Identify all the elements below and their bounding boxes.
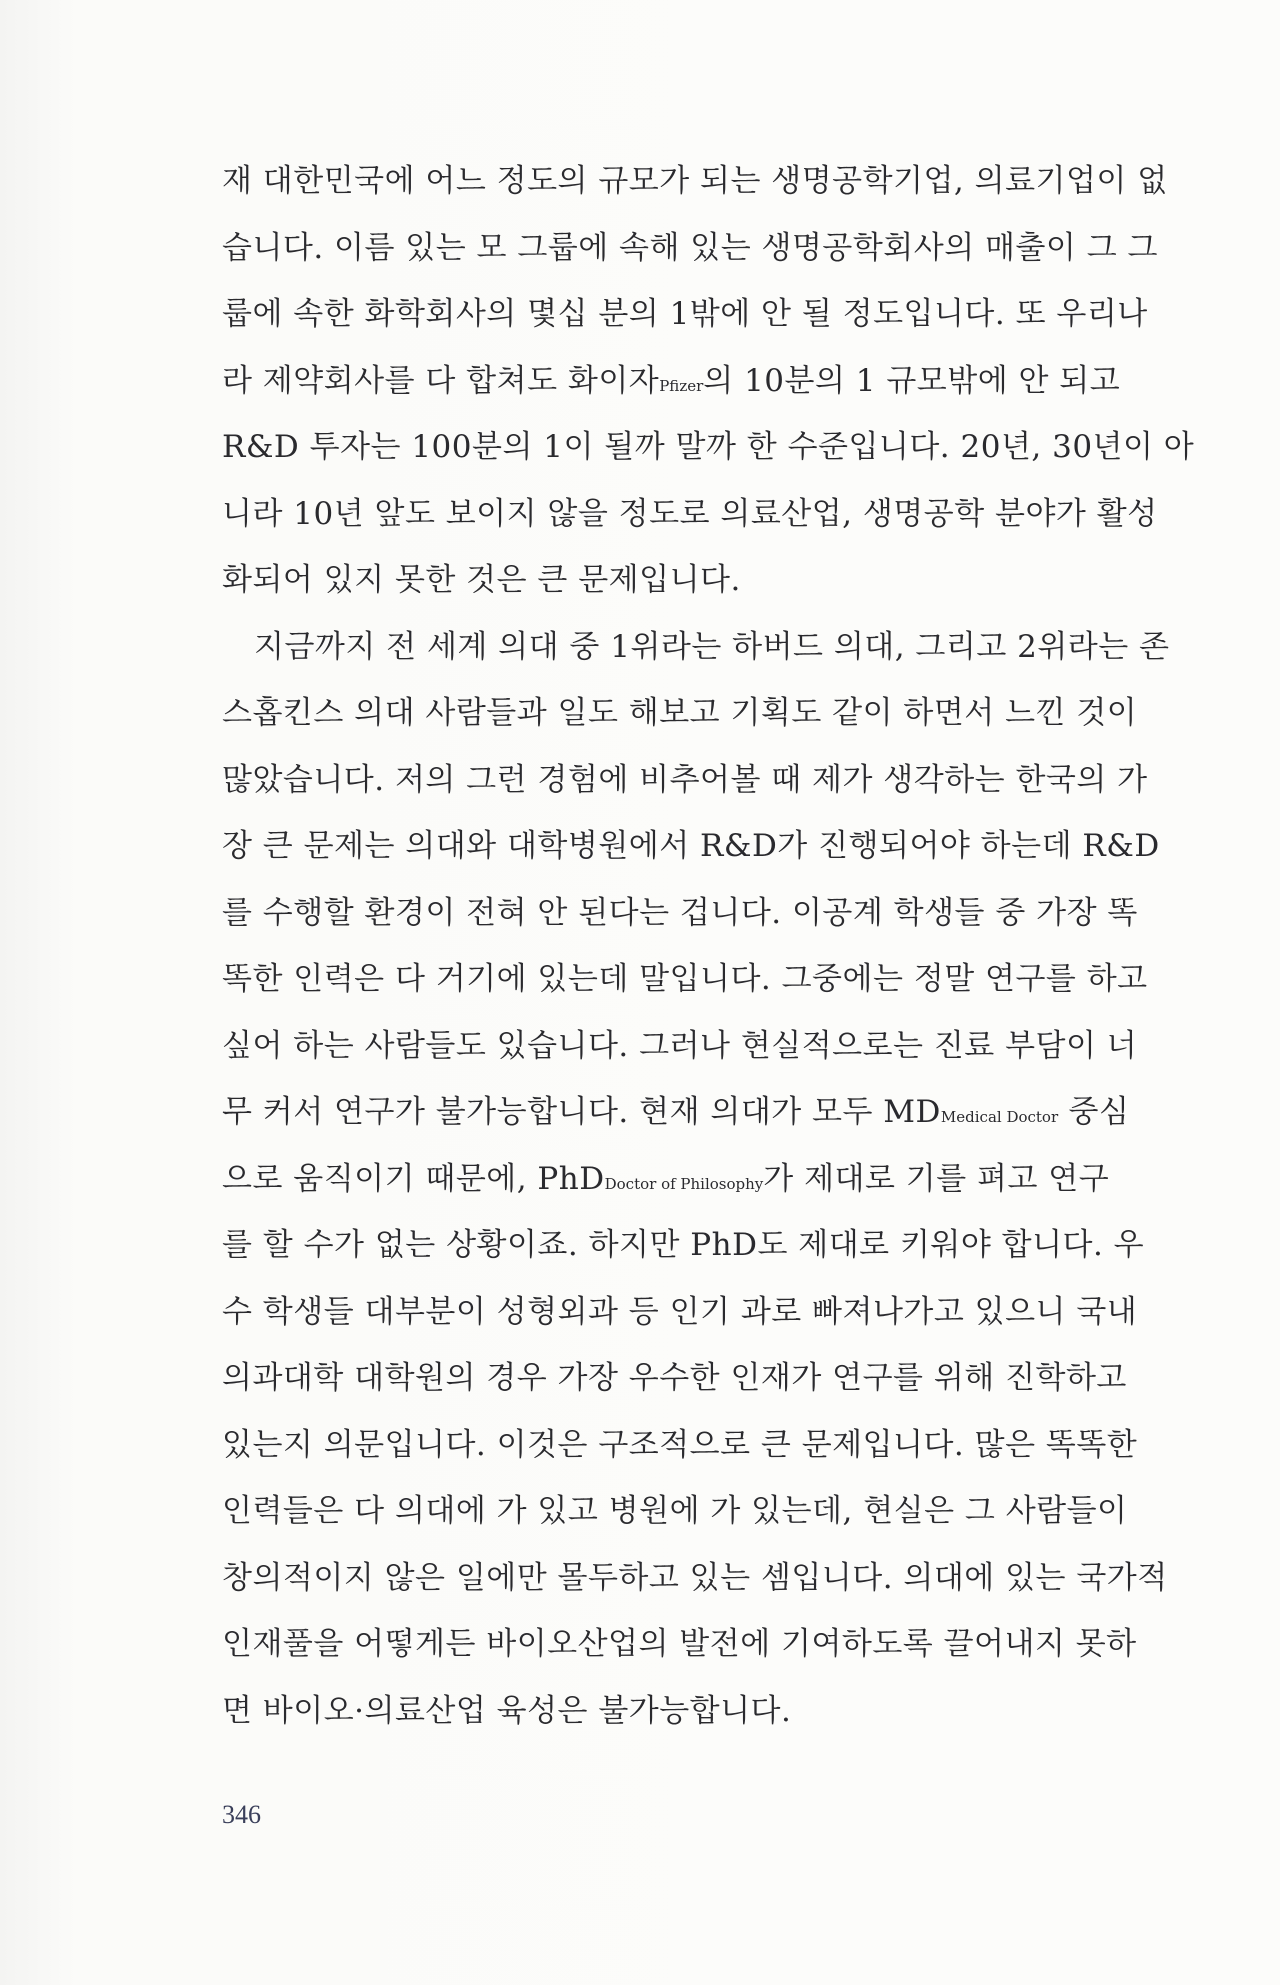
text-line	[222, 547, 1092, 614]
text-line	[222, 747, 1148, 814]
text-segment: 를 할 수가 없는 상황이죠. 하지만 PhD도 제대로 키워야 합니다. 우	[222, 1227, 1145, 1263]
text-line	[222, 946, 1148, 1013]
body-text	[222, 148, 1195, 1744]
text-segment: 라 제약회사를 다 합쳐도 화이자	[222, 362, 660, 399]
text-line	[222, 348, 1121, 415]
text-line	[222, 1146, 1110, 1213]
text-segment: 면 바이오·의료산업 육성은 불가능합니다.	[222, 1692, 792, 1729]
text-line	[222, 1678, 1092, 1745]
text-segment: 으로 움직이기 때문에, PhD	[222, 1160, 605, 1197]
text-segment: 룹에 속한 화학회사의 몇십 분의 1밖에 안 될 정도입니다. 또 우리나	[222, 296, 1148, 332]
text-line	[222, 614, 1170, 681]
text-segment: 수 학생들 대부분이 성형외과 등 인기 과로 빠져나가고 있으니 국내	[222, 1293, 1138, 1330]
text-line	[222, 1611, 1137, 1678]
text-line	[222, 1478, 1128, 1545]
text-segment: R&D 투자는 100분의 1이 될까 말까 한 수준입니다. 20년, 30년이 아	[222, 429, 1195, 465]
text-line	[222, 281, 1148, 348]
text-segment: 똑한 인력은 다 거기에 있는데 말입니다. 그중에는 정말 연구를 하고	[222, 961, 1148, 997]
text-segment: 화되어 있지 못한 것은 큰 문제입니다.	[222, 562, 741, 598]
text-line	[222, 1412, 1138, 1479]
text-line	[222, 414, 1195, 481]
text-segment: 있는지 의문입니다. 이것은 구조적으로 큰 문제입니다. 많은 똑똑한	[222, 1426, 1138, 1463]
text-line	[222, 880, 1138, 947]
text-segment: 지금까지 전 세계 의대 중 1위라는 하버드 의대, 그리고 2위라는 존	[254, 628, 1170, 665]
text-segment: 습니다. 이름 있는 모 그룹에 속해 있는 생명공학회사의 매출이 그 그	[222, 229, 1158, 266]
text-line	[222, 813, 1160, 880]
text-segment: 니라 10년 앞도 보이지 않을 정도로 의료산업, 생명공학 분야가 활성	[222, 495, 1158, 532]
text-line	[222, 215, 1158, 282]
text-segment: 의 10분의 1 규모밖에 안 되고	[703, 362, 1121, 399]
text-segment: 인재풀을 어떻게든 바이오산업의 발전에 기여하도록 끌어내지 못하	[222, 1626, 1137, 1662]
text-line	[222, 1279, 1138, 1346]
text-segment: 무 커서 연구가 불가능합니다. 현재 의대가 모두 MD	[222, 1094, 941, 1130]
gloss-subscript: Doctor of Philosophy	[604, 1174, 764, 1193]
text-segment: 의과대학 대학원의 경우 가장 우수한 인재가 연구를 위해 진학하고	[222, 1360, 1127, 1396]
text-segment: 장 큰 문제는 의대와 대학병원에서 R&D가 진행되어야 하는데 R&D	[222, 828, 1160, 864]
text-segment: 많았습니다. 저의 그런 경험에 비추어볼 때 제가 생각하는 한국의 가	[222, 761, 1148, 798]
gloss-subscript: Medical Doctor	[940, 1108, 1059, 1126]
text-segment: 스홉킨스 의대 사람들과 일도 해보고 기획도 같이 하면서 느낀 것이	[222, 695, 1138, 731]
text-line	[222, 680, 1138, 747]
text-line	[222, 148, 1168, 215]
text-segment: 창의적이지 않은 일에만 몰두하고 있는 셈입니다. 의대에 있는 국가적	[222, 1559, 1168, 1596]
page-number: 346	[222, 1800, 261, 1829]
text-line	[222, 1345, 1127, 1412]
text-line	[222, 1545, 1168, 1612]
text-line	[222, 1013, 1138, 1080]
text-segment: 인력들은 다 의대에 가 있고 병원에 가 있는데, 현실은 그 사람들이	[222, 1493, 1128, 1529]
text-line	[222, 1079, 1130, 1146]
text-segment: 를 수행할 환경이 전혀 안 된다는 겁니다. 이공계 학생들 중 가장 똑	[222, 894, 1138, 931]
text-line	[222, 1212, 1145, 1279]
gloss-subscript: Pfizer	[659, 376, 704, 395]
text-segment: 재 대한민국에 어느 정도의 규모가 되는 생명공학기업, 의료기업이 없	[222, 163, 1168, 199]
text-segment: 중심	[1058, 1094, 1130, 1130]
text-segment: 싶어 하는 사람들도 있습니다. 그러나 현실적으로는 진료 부담이 너	[222, 1027, 1138, 1064]
text-segment: 가 제대로 기를 펴고 연구	[763, 1160, 1110, 1197]
text-line	[222, 481, 1158, 548]
